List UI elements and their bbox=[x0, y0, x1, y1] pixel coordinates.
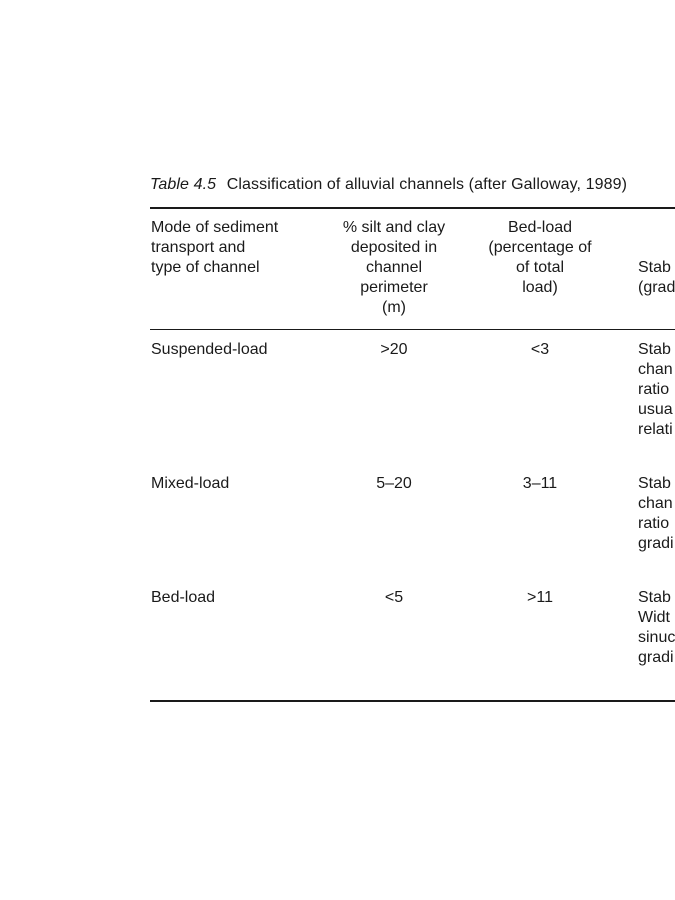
row-suspended-stability: Stab chan ratio usua relati bbox=[638, 341, 673, 438]
row-mixed-mode: Mixed-load bbox=[151, 475, 230, 492]
row-bedload-mode: Bed-load bbox=[151, 589, 216, 606]
header-bed-load: Bed-load (percentage of of total load) bbox=[488, 219, 592, 296]
row-mixed-stability: Stab chan ratio gradi bbox=[638, 475, 674, 552]
row-suspended-silt-clay: >20 bbox=[380, 341, 408, 358]
row-suspended-bed-load: <3 bbox=[530, 341, 550, 358]
table-title: Classification of alluvial channels (after Galloway, 1989) bbox=[226, 176, 628, 193]
table-header-rule bbox=[150, 329, 675, 330]
row-bedload-bed-load: >11 bbox=[527, 589, 553, 606]
header-stability: Stab (grad bbox=[638, 259, 675, 296]
table-number: Table 4.5 bbox=[150, 176, 217, 193]
table-caption bbox=[150, 176, 627, 194]
row-mixed-bed-load: 3–11 bbox=[522, 475, 558, 492]
header-silt-clay: % silt and clay deposited in channel perimeter (m) bbox=[342, 219, 446, 316]
table-top-rule bbox=[150, 207, 675, 209]
row-suspended-mode: Suspended-load bbox=[151, 341, 268, 358]
table-bottom-rule bbox=[150, 700, 675, 702]
row-bedload-silt-clay: <5 bbox=[384, 589, 404, 606]
row-mixed-silt-clay: 5–20 bbox=[376, 475, 412, 492]
header-mode: Mode of sediment transport and type of channel bbox=[151, 219, 279, 276]
row-bedload-stability: Stab Widt sinuc gradi bbox=[638, 589, 675, 666]
